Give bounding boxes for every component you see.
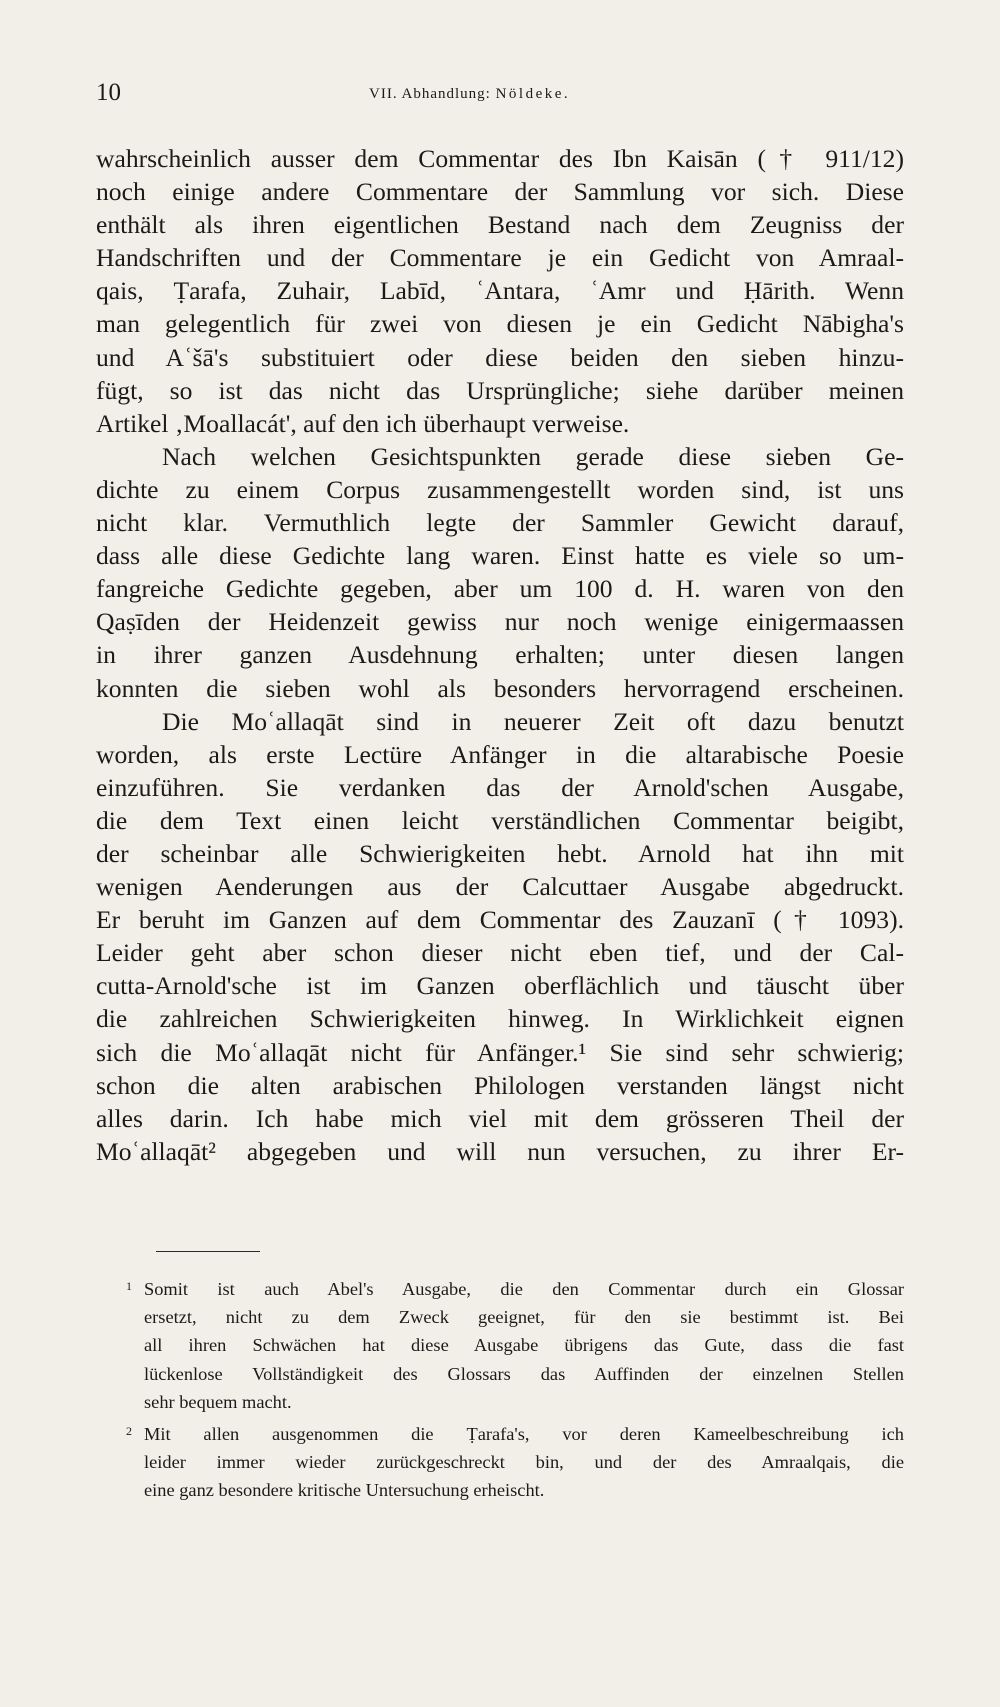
text-line: wahrscheinlich ausser dem Commentar des Ibn Kaisān († 911/12) [96, 144, 904, 173]
page-number: 10 [96, 79, 121, 106]
running-head [369, 83, 570, 105]
text-line: nicht klar. Vermuthlich legte der Sammler Gewicht darauf, [96, 508, 904, 538]
text-line: noch einige andere Commentare der Sammlung vor sich. Diese [96, 177, 904, 207]
footnote-2-line: eine ganz besondere kritische Untersuchung erheischt. [144, 1480, 545, 1501]
text-line: und Aʿšā's substituiert oder diese beiden den sieben hinzu- [96, 342, 904, 372]
text-line: cutta-Arnold'sche ist im Ganzen oberflächlich und täuscht über [96, 971, 904, 1001]
footnote-1-line: all ihren Schwächen hat diese Ausgabe übrigens das Gute, dass die fast [144, 1335, 904, 1356]
text-line: enthält als ihren eigentlichen Bestand nach dem Zeugniss der [96, 210, 904, 240]
footnotes [96, 1275, 904, 1505]
text-line: Moʿallaqāt² abgegeben und will nun versuchen, zu ihrer Er- [96, 1136, 904, 1166]
footnote-text: Somit ist auch Abel's Ausgabe, die den Commentar durch ein Glossar [144, 1279, 904, 1299]
text-line: Er beruht im Ganzen auf dem Commentar des Zauzanī († 1093). [96, 905, 904, 935]
footnote-2-line: leider immer wieder zurückgeschreckt bin, und der des Amraalqais, die [144, 1452, 904, 1473]
text-line: Die Moʿallaqāt sind in neuerer Zeit oft dazu benutzt [162, 706, 904, 736]
text-line: qais, Ṭarafa, Zuhair, Labīd, ʿAntara, ʿAmr und Ḥārith. Wenn [96, 276, 904, 306]
text-line: Handschriften und der Commentare je ein Gedicht von Amraal- [96, 243, 904, 273]
text-line: dichte zu einem Corpus zusammengestellt worden sind, ist uns [96, 474, 904, 504]
footnote-marker: 2 [126, 1423, 132, 1438]
page-header [96, 78, 904, 118]
text-line: wenigen Aenderungen aus der Calcuttaer Ausgabe abgedruckt. [96, 872, 904, 902]
text-line: die dem Text einen leicht verständlichen Commentar beigibt, [96, 805, 904, 835]
text-line: die zahlreichen Schwierigkeiten hinweg. In Wirklichkeit eignen [96, 1004, 904, 1034]
running-head-author: Nöldeke. [495, 86, 571, 102]
footnote-1-line [96, 1275, 904, 1303]
text-line: sich die Moʿallaqāt nicht für Anfänger.¹ Sie sind sehr schwierig; [96, 1037, 904, 1067]
text-line: Leider geht aber schon dieser nicht eben tief, und der Cal- [96, 938, 904, 968]
footnote-1-line: sehr bequem macht. [144, 1391, 292, 1412]
text-line: in ihrer ganzen Ausdehnung erhalten; unter diesen langen [96, 640, 904, 670]
text-line: worden, als erste Lectüre Anfänger in die altarabische Poesie [96, 739, 904, 769]
text-line: schon die alten arabischen Philologen verstanden längst nicht [96, 1070, 904, 1100]
footnote-1-line: lückenlose Vollständigkeit des Glossars das Auffinden der einzelnen Stellen [144, 1363, 904, 1384]
footnote-2-line [96, 1420, 904, 1448]
footnote-text: Mit allen ausgenommen die Ṭarafa's, vor deren Kameelbeschreibung ich [144, 1423, 904, 1444]
text-line: konnten die sieben wohl als besonders hervorragend erscheinen. [96, 673, 904, 703]
running-head-title: VII. Abhandlung: [369, 86, 491, 102]
text-line: der scheinbar alle Schwierigkeiten hebt. Arnold hat ihn mit [96, 838, 904, 868]
text-line: fügt, so ist das nicht das Ursprüngliche; siehe darüber meinen [96, 375, 904, 405]
text-line: einzuführen. Sie verdanken das der Arnold'schen Ausgabe, [96, 772, 904, 802]
text-line: alles darin. Ich habe mich viel mit dem grösseren Theil der [96, 1103, 904, 1133]
main-text [96, 142, 904, 1168]
footnote-marker: 1 [126, 1279, 132, 1293]
text-line: Nach welchen Gesichtspunkten gerade diese sieben Ge- [162, 441, 904, 471]
text-line: man gelegentlich für zwei von diesen je ein Gedicht Nābigha's [96, 309, 904, 339]
text-line: dass alle diese Gedichte lang waren. Einst hatte es viele so um- [96, 541, 904, 571]
text-line: fangreiche Gedichte gegeben, aber um 100 d. H. waren von den [96, 574, 904, 604]
footnote-separator [156, 1251, 260, 1252]
footnote-1-line: ersetzt, nicht zu dem Zweck geeignet, für den sie bestimmt ist. Bei [144, 1307, 904, 1328]
text-line: Artikel ‚Moallacát', auf den ich überhaupt verweise. [96, 408, 630, 438]
text-line: Qaṣīden der Heidenzeit gewiss nur noch wenige einigermaassen [96, 607, 904, 637]
